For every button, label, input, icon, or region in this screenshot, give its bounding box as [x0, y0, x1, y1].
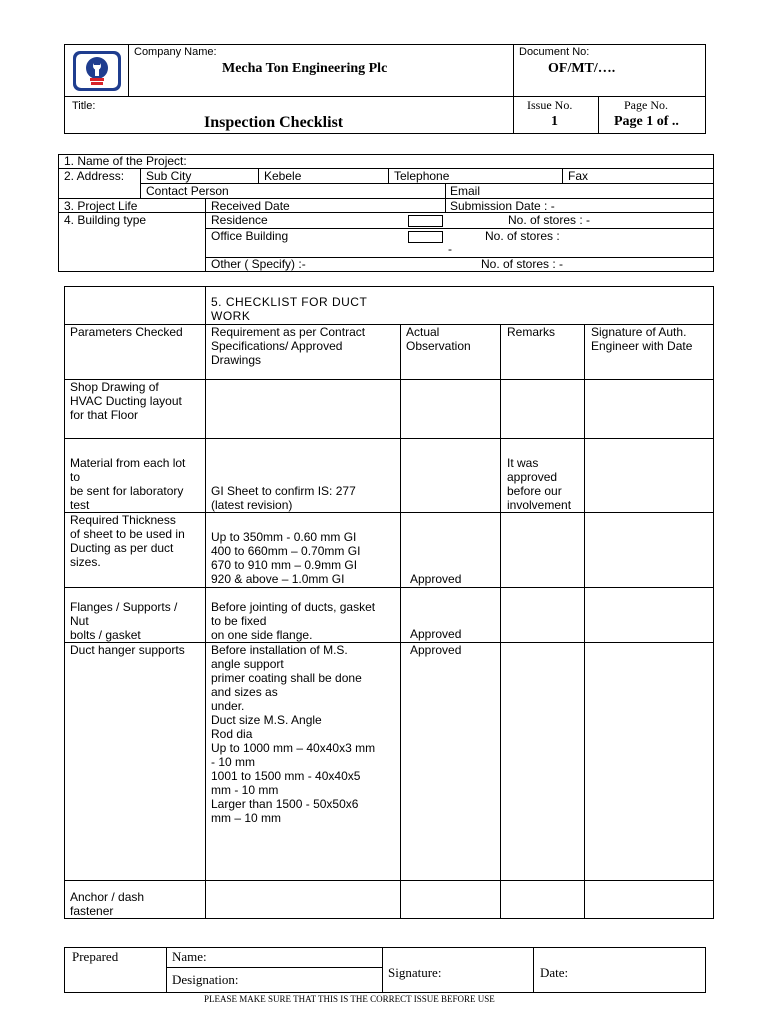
footer-divider-signature	[533, 947, 534, 993]
email-label: Email	[450, 184, 481, 198]
other-stores: No. of stores : -	[481, 257, 564, 271]
project-line-3	[58, 198, 714, 199]
project-life-label: 3. Project Life	[64, 199, 138, 213]
sub-city-label: Sub City	[146, 169, 192, 183]
received-date-label: Received Date	[211, 199, 290, 213]
office-label: Office Building	[211, 229, 289, 243]
row-line-4	[64, 587, 714, 588]
kebele-divider	[258, 168, 259, 183]
col-divider-1	[205, 286, 206, 919]
submission-date-label: Submission Date : -	[450, 199, 555, 213]
project-line-4	[58, 212, 714, 213]
row-anchor-parameter: Anchor / dash fastener	[70, 890, 145, 918]
row-thickness-parameter: Required Thickness of sheet to be used in Ducting as per duct sizes.	[70, 513, 185, 569]
footer-divider-name	[382, 947, 383, 993]
col-divider-3	[500, 324, 501, 919]
document-label: Document No:	[519, 46, 590, 58]
name-label: Name:	[172, 949, 207, 964]
row-material-parameter: Material from each lot to be sent for laboratory test	[70, 456, 186, 512]
row-flanges-observation: Approved	[410, 627, 462, 641]
row-hanger-requirement: Before installation of M.S. angle support primer coating shall be done and sizes as under. Duct size M.S. Angle Rod dia Up to 1000 mm – 40x40x3 mm - 10 mm 1001 to 1500 mm - 40x40x5 mm - 10 mm Larger than 1500 - 50x50x6 mm – 10 mm	[211, 643, 376, 825]
column-header-remarks: Remarks	[507, 325, 556, 339]
column-header-parameters: Parameters Checked	[70, 325, 183, 339]
row-line-6	[64, 880, 714, 881]
issue-label: Issue No.	[527, 98, 573, 112]
address-label: 2. Address:	[64, 169, 125, 183]
row-flanges-requirement: Before jointing of ducts, gasket to be fixed on one side flange.	[211, 600, 376, 642]
page-number: Page 1 of ..	[614, 114, 679, 129]
document-number: OF/MT/….	[548, 61, 616, 76]
residence-stores: No. of stores : -	[508, 213, 591, 227]
header-row-divider	[64, 96, 706, 97]
row-hanger-parameter: Duct hanger supports	[70, 643, 185, 657]
designation-label: Designation:	[172, 972, 239, 987]
residence-checkbox[interactable]	[408, 215, 443, 227]
company-logo	[72, 50, 122, 92]
row-line-2	[64, 438, 714, 439]
row-hanger-observation: Approved	[410, 643, 462, 657]
header-divider-page	[598, 96, 599, 134]
building-divider	[205, 198, 206, 272]
telephone-label: Telephone	[394, 169, 450, 183]
footer-row-divider	[166, 967, 382, 968]
page-title: Inspection Checklist	[204, 114, 344, 131]
page-label: Page No.	[624, 98, 668, 112]
row-material-requirement: GI Sheet to confirm IS: 277 (latest revision)	[211, 484, 356, 512]
row-thickness-requirement: Up to 350mm - 0.60 mm GI 400 to 660mm – 0.70mm GI 670 to 910 mm – 0.9mm GI 920 & above – 1.0mm GI	[211, 530, 361, 586]
signature-label: Signature:	[388, 965, 442, 980]
company-label: Company Name:	[134, 46, 217, 58]
date-label: Date:	[540, 965, 569, 980]
footer-frame	[64, 947, 706, 993]
building-type-label: 4. Building type	[64, 213, 147, 227]
column-header-requirement: Requirement as per Contract Specifications/ Approved Drawings	[211, 325, 366, 367]
contact-person-label: Contact Person	[146, 184, 229, 198]
column-header-observation: Actual Observation	[406, 325, 471, 353]
fax-divider	[562, 168, 563, 183]
issue-number: 1	[551, 114, 558, 129]
column-header-signature: Signature of Auth. Engineer with Date	[591, 325, 693, 353]
residence-label: Residence	[211, 213, 268, 227]
footer-divider-prepared	[166, 947, 167, 993]
office-stores-dash: -	[448, 242, 452, 256]
correct-issue-notice: PLEASE MAKE SURE THAT THIS IS THE CORRECT ISSUE BEFORE USE	[204, 994, 495, 1004]
row-material-remarks: It was approved before our involvement	[507, 456, 572, 512]
header-divider-main	[513, 44, 514, 134]
row-shop-drawing-parameter: Shop Drawing of HVAC Ducting layout for that Floor	[70, 380, 182, 422]
col-divider-4	[584, 324, 585, 919]
office-checkbox[interactable]	[408, 231, 443, 243]
row-flanges-parameter: Flanges / Supports / Nut bolts / gasket	[70, 600, 178, 642]
prepared-label: Prepared	[72, 949, 119, 964]
header-divider-logo	[128, 44, 129, 96]
company-name: Mecha Ton Engineering Plc	[222, 61, 388, 76]
email-divider	[445, 183, 446, 212]
project-name-label: 1. Name of the Project:	[64, 154, 187, 168]
checklist-heading: 5. CHECKLIST FOR DUCT WORK	[211, 295, 368, 323]
fax-label: Fax	[568, 169, 589, 183]
kebele-label: Kebele	[264, 169, 302, 183]
lightbulb-wrench-logo-icon	[72, 50, 122, 92]
row-thickness-observation: Approved	[410, 572, 462, 586]
other-label: Other ( Specify) :-	[211, 257, 306, 271]
title-label: Title:	[72, 100, 96, 112]
address-divider	[140, 168, 141, 198]
telephone-divider	[388, 168, 389, 183]
office-stores: No. of stores :	[485, 229, 560, 243]
col-divider-2	[400, 324, 401, 919]
